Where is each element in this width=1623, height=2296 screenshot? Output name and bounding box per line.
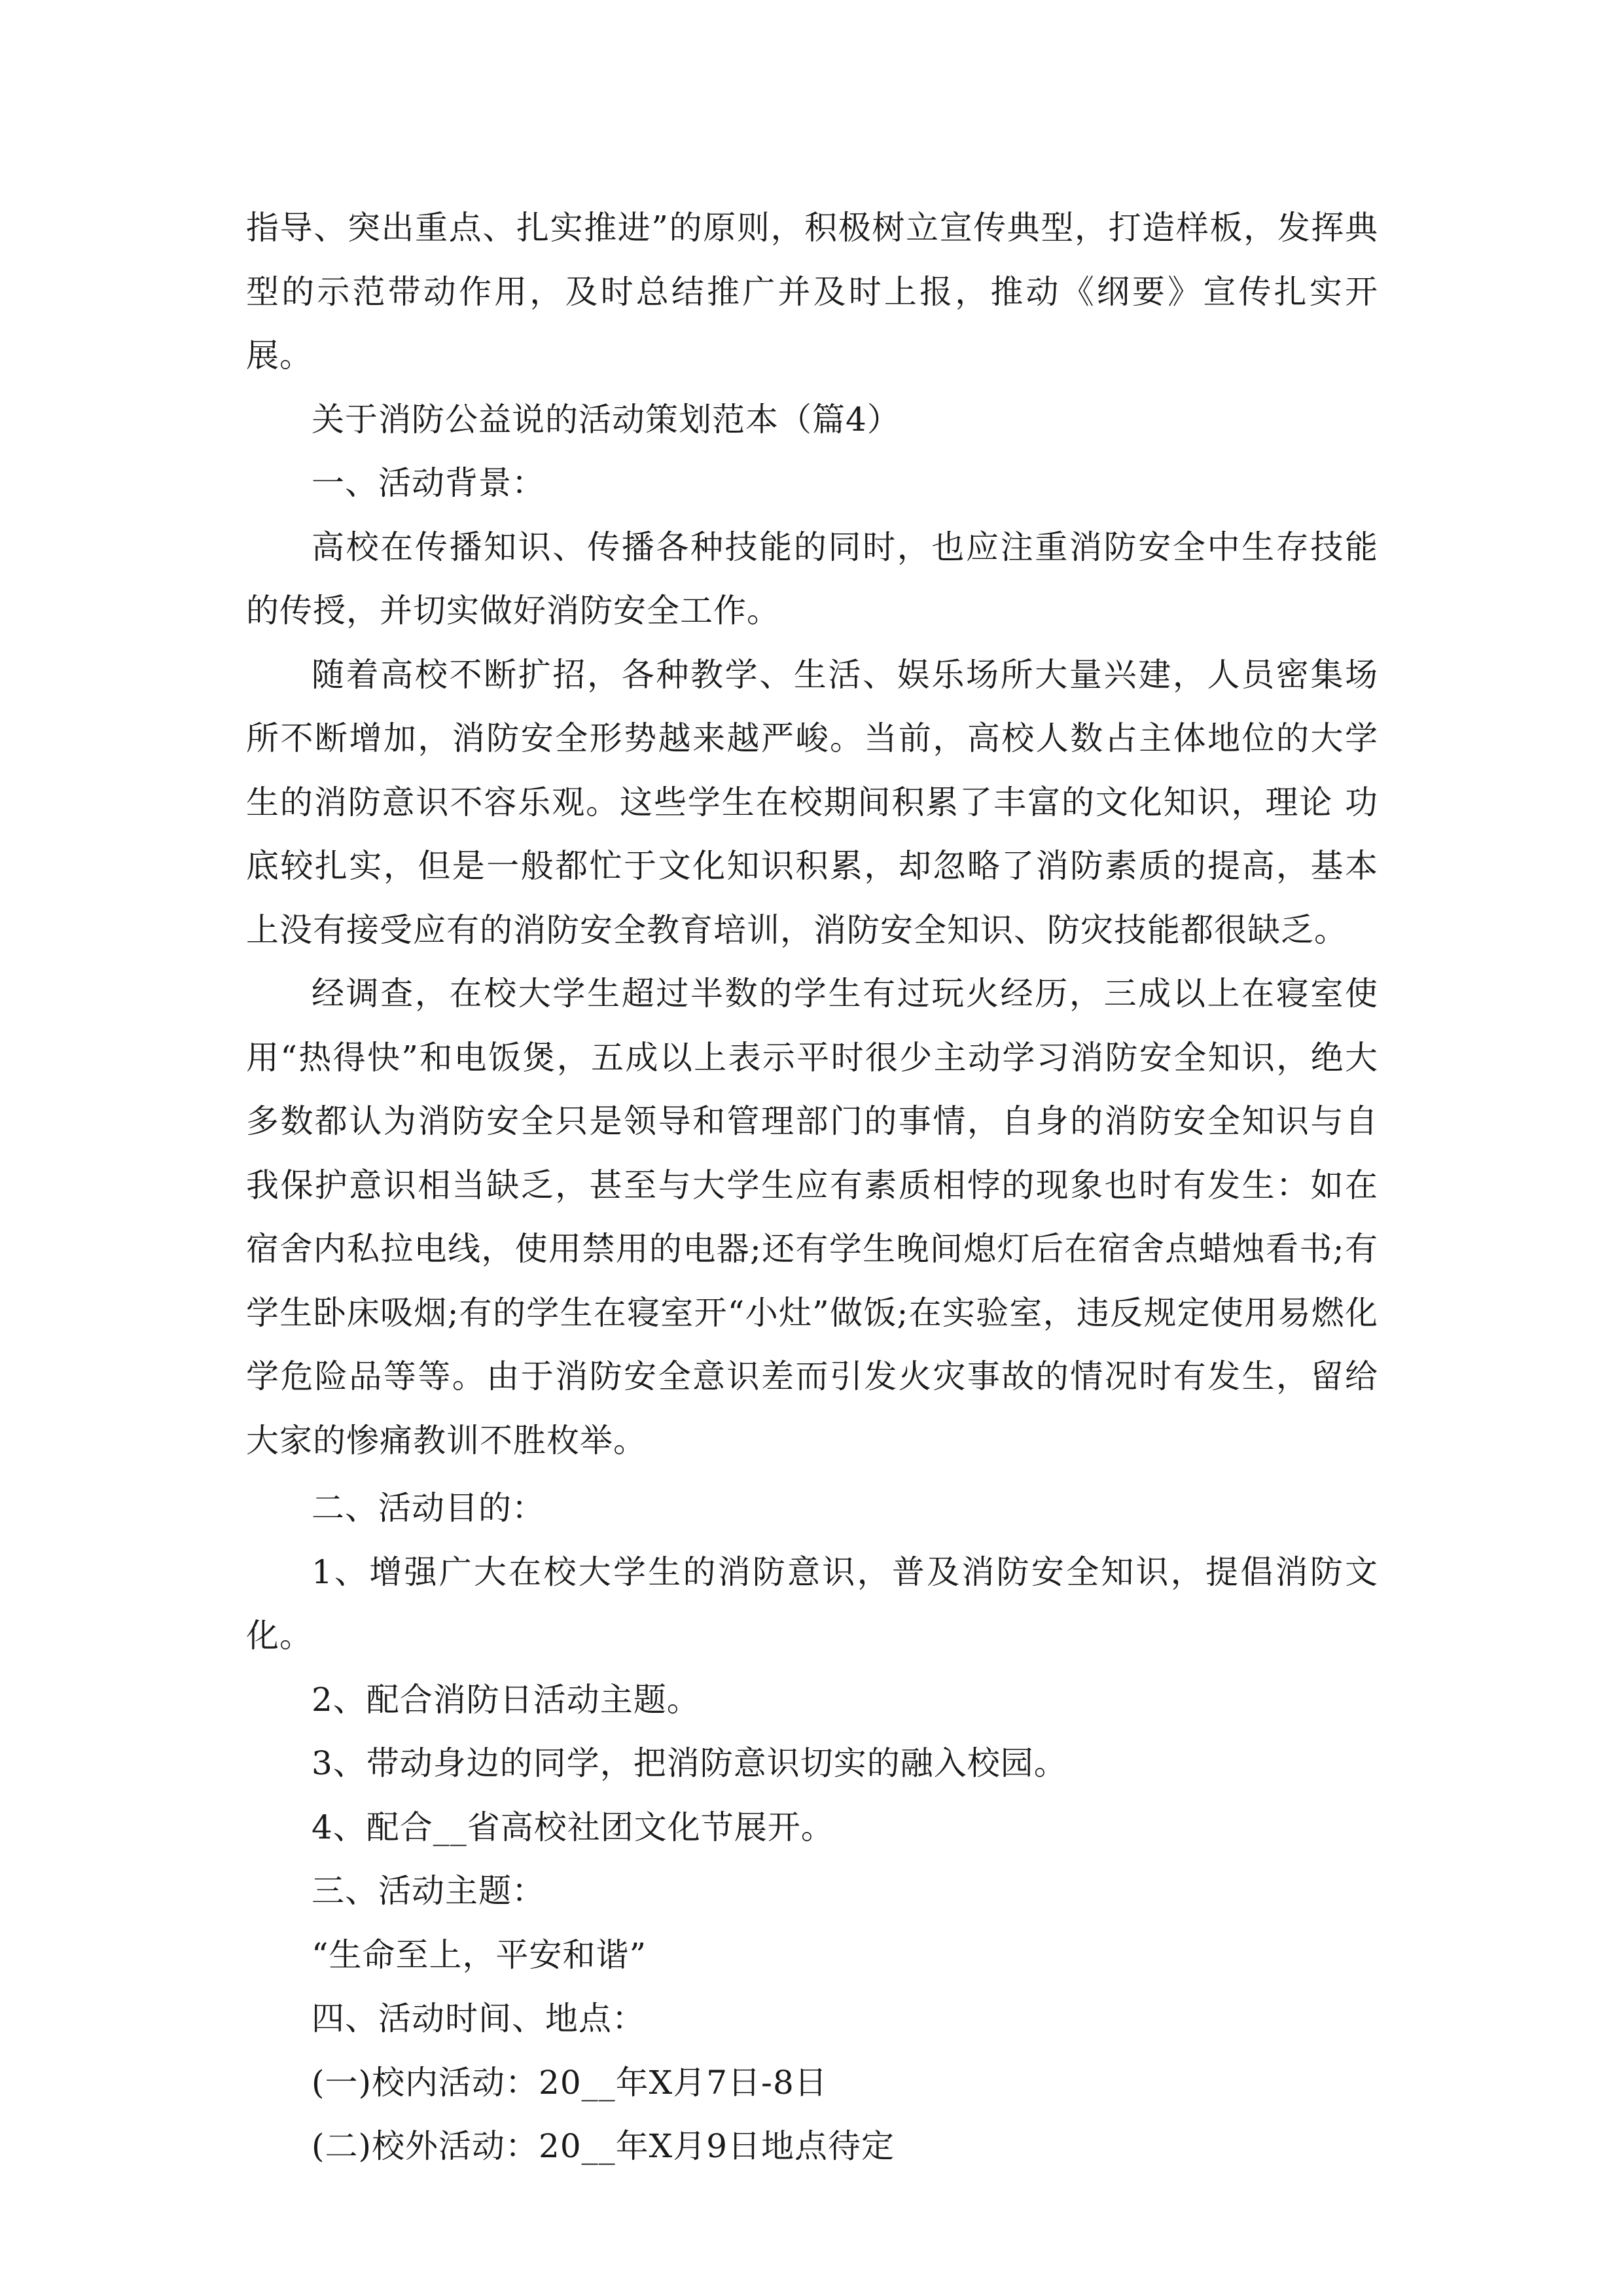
section-heading-background: 一、活动背景： bbox=[312, 464, 545, 502]
goal-item-2: 2、配合消防日活动主题。 bbox=[312, 1680, 700, 1719]
paragraph-continuation: 指导、突出重点、扎实推进”的原则，积极树立宣传典型，打造样板，发挥典型的示范带动作用，及时总结推广并及时上报，推动《纲要》宣传扎实开展。 bbox=[246, 209, 1378, 374]
section-heading-goals: 二、活动目的： bbox=[312, 1489, 545, 1527]
section-heading-theme: 三、活动主题： bbox=[312, 1872, 545, 1910]
document-body bbox=[246, 196, 1378, 2179]
schedule-item-1: (一)校内活动：20__年X月7日-8日 bbox=[312, 2063, 828, 2102]
paragraph-background-2: 随着高校不断扩招，各种教学、生活、娱乐场所大量兴建，人员密集场所不断增加，消防安全形势越来越严峻。当前，高校人数占主体地位的大学生的消防意识不容乐观。这些学生在校期间积累了丰富的文化知识，理论 功底较扎实，但是一般都忙于文化知识积累，却忽略了消防素质的提高，基本上没有接受应有的消防安全教育培训，消防安全知识、防灾技能都很缺乏。 bbox=[246, 655, 1378, 949]
goal-item-4: 4、配合__省高校社团文化节展开。 bbox=[312, 1808, 834, 1846]
section-heading-time-place: 四、活动时间、地点： bbox=[312, 2000, 645, 2037]
paragraph-background-1: 高校在传播知识、传播各种技能的同时，也应注重消防安全中生存技能的传授，并切实做好消防安全工作。 bbox=[246, 528, 1378, 630]
goal-item-3: 3、带动身边的同学，把消防意识切实的融入校园。 bbox=[312, 1744, 1067, 1782]
paragraph-background-3: 经调查，在校大学生超过半数的学生有过玩火经历，三成以上在寝室使用“热得快”和电饭煲，五成以上表示平时很少主动学习消防安全知识，绝大多数都认为消防安全只是领导和管理部门的事情，自身的消防安全知识与自我保护意识相当缺乏，甚至与大学生应有素质相悖的现象也时有发生：如在宿舍内私拉电线，使用禁用的电器;还有学生晚间熄灯后在宿舍点蜡烛看书;有学生卧床吸烟;有的学生在寝室开“小灶”做饭;在实验室，违反规定使用易燃化学危险品等等。由于消防安全意识差而引发火灾事故的情况时有发生，留给大家的惨痛教训不胜枚举。 bbox=[246, 975, 1378, 1460]
schedule-item-2: (二)校外活动：20__年X月9日地点待定 bbox=[312, 2127, 895, 2165]
article-title: 关于消防公益说的活动策划范本（篇4） bbox=[312, 400, 901, 439]
activity-theme: “生命至上，平安和谐” bbox=[312, 1935, 647, 1974]
goal-item-1: 1、增强广大在校大学生的消防意识，普及消防安全知识，提倡消防文化。 bbox=[246, 1552, 1378, 1655]
